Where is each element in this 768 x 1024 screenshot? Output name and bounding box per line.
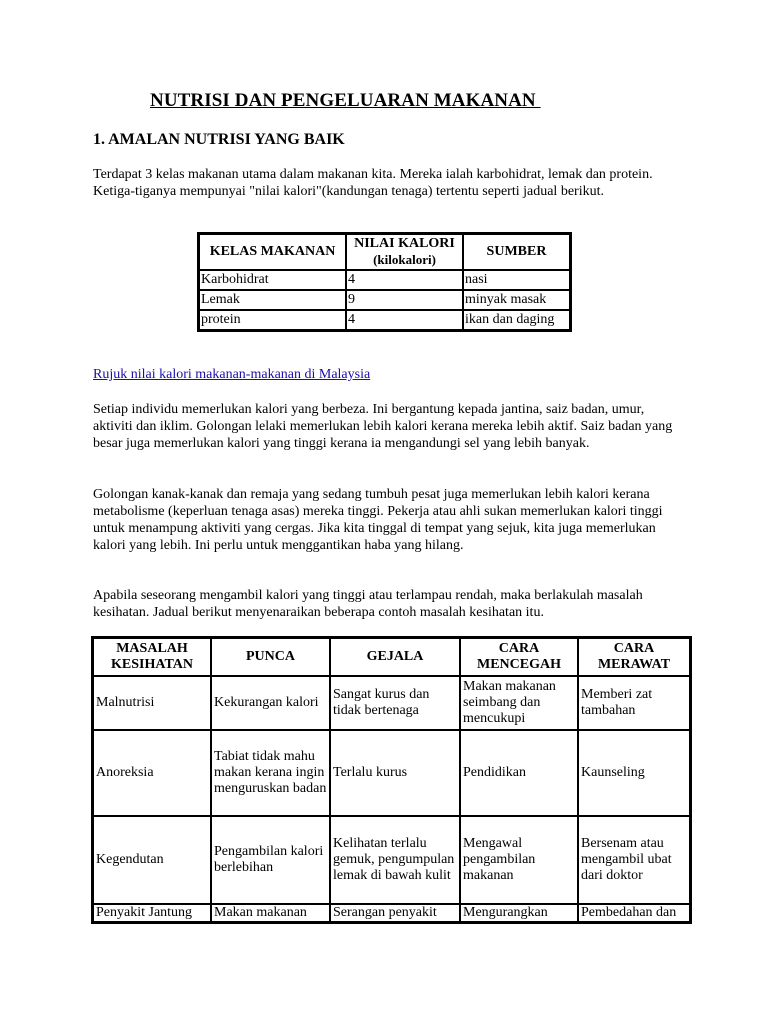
body-paragraph: Apabila seseorang mengambil kalori yang tinggi atau terlampau rendah, maka berlakulah masalah kesihatan. Jadual berikut menyenaraikan beberapa contoh masalah kesihatan itu. — [93, 588, 643, 620]
table-cell: Makan makanan — [211, 904, 330, 922]
table-cell: Kelihatan terlalu gemuk, pengumpulan lemak di bawah kulit — [330, 816, 460, 904]
table-cell: 4 — [346, 270, 463, 290]
header-cara-mencegah: CARA MENCEGAH — [460, 638, 578, 676]
table-cell: 9 — [346, 290, 463, 310]
table-cell: Kaunseling — [578, 730, 690, 816]
header-punca: PUNCA — [211, 638, 330, 676]
header-nilai-kalori-label: NILAI KALORI — [354, 236, 455, 251]
table-row — [93, 904, 690, 922]
table-cell: ikan dan daging — [463, 310, 570, 330]
table-cell: Malnutrisi — [93, 676, 211, 730]
calorie-table — [197, 232, 572, 332]
page-title: NUTRISI DAN PENGELUARAN MAKANAN — [150, 90, 541, 111]
table-cell: Makan makanan seimbang dan mencukupi — [460, 676, 578, 730]
table-cell: Pembedahan dan — [578, 904, 690, 922]
table-cell: Mengawal pengambilan makanan — [460, 816, 578, 904]
table-row — [199, 310, 570, 330]
header-kelas-makanan: KELAS MAKANAN — [199, 234, 346, 270]
table-row — [93, 676, 690, 730]
header-gejala: GEJALA — [330, 638, 460, 676]
table-cell: Anoreksia — [93, 730, 211, 816]
table-cell: Tabiat tidak mahu makan kerana ingin menguruskan badan — [211, 730, 330, 816]
header-nilai-kalori — [346, 234, 463, 270]
table-cell: protein — [199, 310, 346, 330]
header-cara-merawat: CARA MERAWAT — [578, 638, 690, 676]
health-table-header — [93, 638, 690, 676]
body-paragraph: Setiap individu memerlukan kalori yang berbeza. Ini bergantung kepada jantina, saiz badan, umur, aktiviti dan iklim. Golongan lelaki memerlukan lebih kalori kerana mereka lebih aktif. Saiz badan yang besar juga memerlukan kalori yang tinggi kerana ia mengandungi sel yang lebih banyak. — [93, 402, 673, 451]
table-cell: Memberi zat tambahan — [578, 676, 690, 730]
table-cell: Terlalu kurus — [330, 730, 460, 816]
section-heading: 1. AMALAN NUTRISI YANG BAIK — [93, 131, 345, 148]
table-cell: 4 — [346, 310, 463, 330]
table-cell: nasi — [463, 270, 570, 290]
table-cell: minyak masak — [463, 290, 570, 310]
table-cell: Pengambilan kalori berlebihan — [211, 816, 330, 904]
table-row — [93, 816, 690, 904]
table-cell: Karbohidrat — [199, 270, 346, 290]
table-cell: Bersenam atau mengambil ubat dari doktor — [578, 816, 690, 904]
table-cell: Serangan penyakit — [330, 904, 460, 922]
table-cell: Kekurangan kalori — [211, 676, 330, 730]
health-problems-table — [91, 636, 692, 924]
table-row — [93, 730, 690, 816]
header-kilokalori-label: (kilokalori) — [373, 252, 436, 267]
header-masalah-kesihatan: MASALAH KESIHATAN — [93, 638, 211, 676]
calorie-table-header — [199, 234, 570, 270]
calorie-reference-link[interactable]: Rujuk nilai kalori makanan-makanan di Malaysia — [93, 367, 371, 382]
table-cell: Kegendutan — [93, 816, 211, 904]
intro-paragraph: Terdapat 3 kelas makanan utama dalam makanan kita. Mereka ialah karbohidrat, lemak dan protein. Ketiga-tiganya mempunyai "nilai kalori"(kandungan tenaga) tertentu seperti jadual berikut. — [93, 167, 653, 199]
header-sumber: SUMBER — [463, 234, 570, 270]
table-cell: Mengurangkan — [460, 904, 578, 922]
table-row — [199, 290, 570, 310]
table-cell: Penyakit Jantung — [93, 904, 211, 922]
table-cell: Lemak — [199, 290, 346, 310]
body-paragraph: Golongan kanak-kanak dan remaja yang sedang tumbuh pesat juga memerlukan lebih kalori kerana metabolisme (keperluan tenaga asas) mereka tinggi. Pekerja atau ahli sukan memerlukan kalori tinggi untuk menampung aktiviti yang cergas. Jika kita tinggal di tempat yang sejuk, kita juga memerlukan kalori yang lebih. Ini perlu untuk menggantikan haba yang hilang. — [93, 487, 663, 553]
table-cell: Sangat kurus dan tidak bertenaga — [330, 676, 460, 730]
table-cell: Pendidikan — [460, 730, 578, 816]
table-row — [199, 270, 570, 290]
